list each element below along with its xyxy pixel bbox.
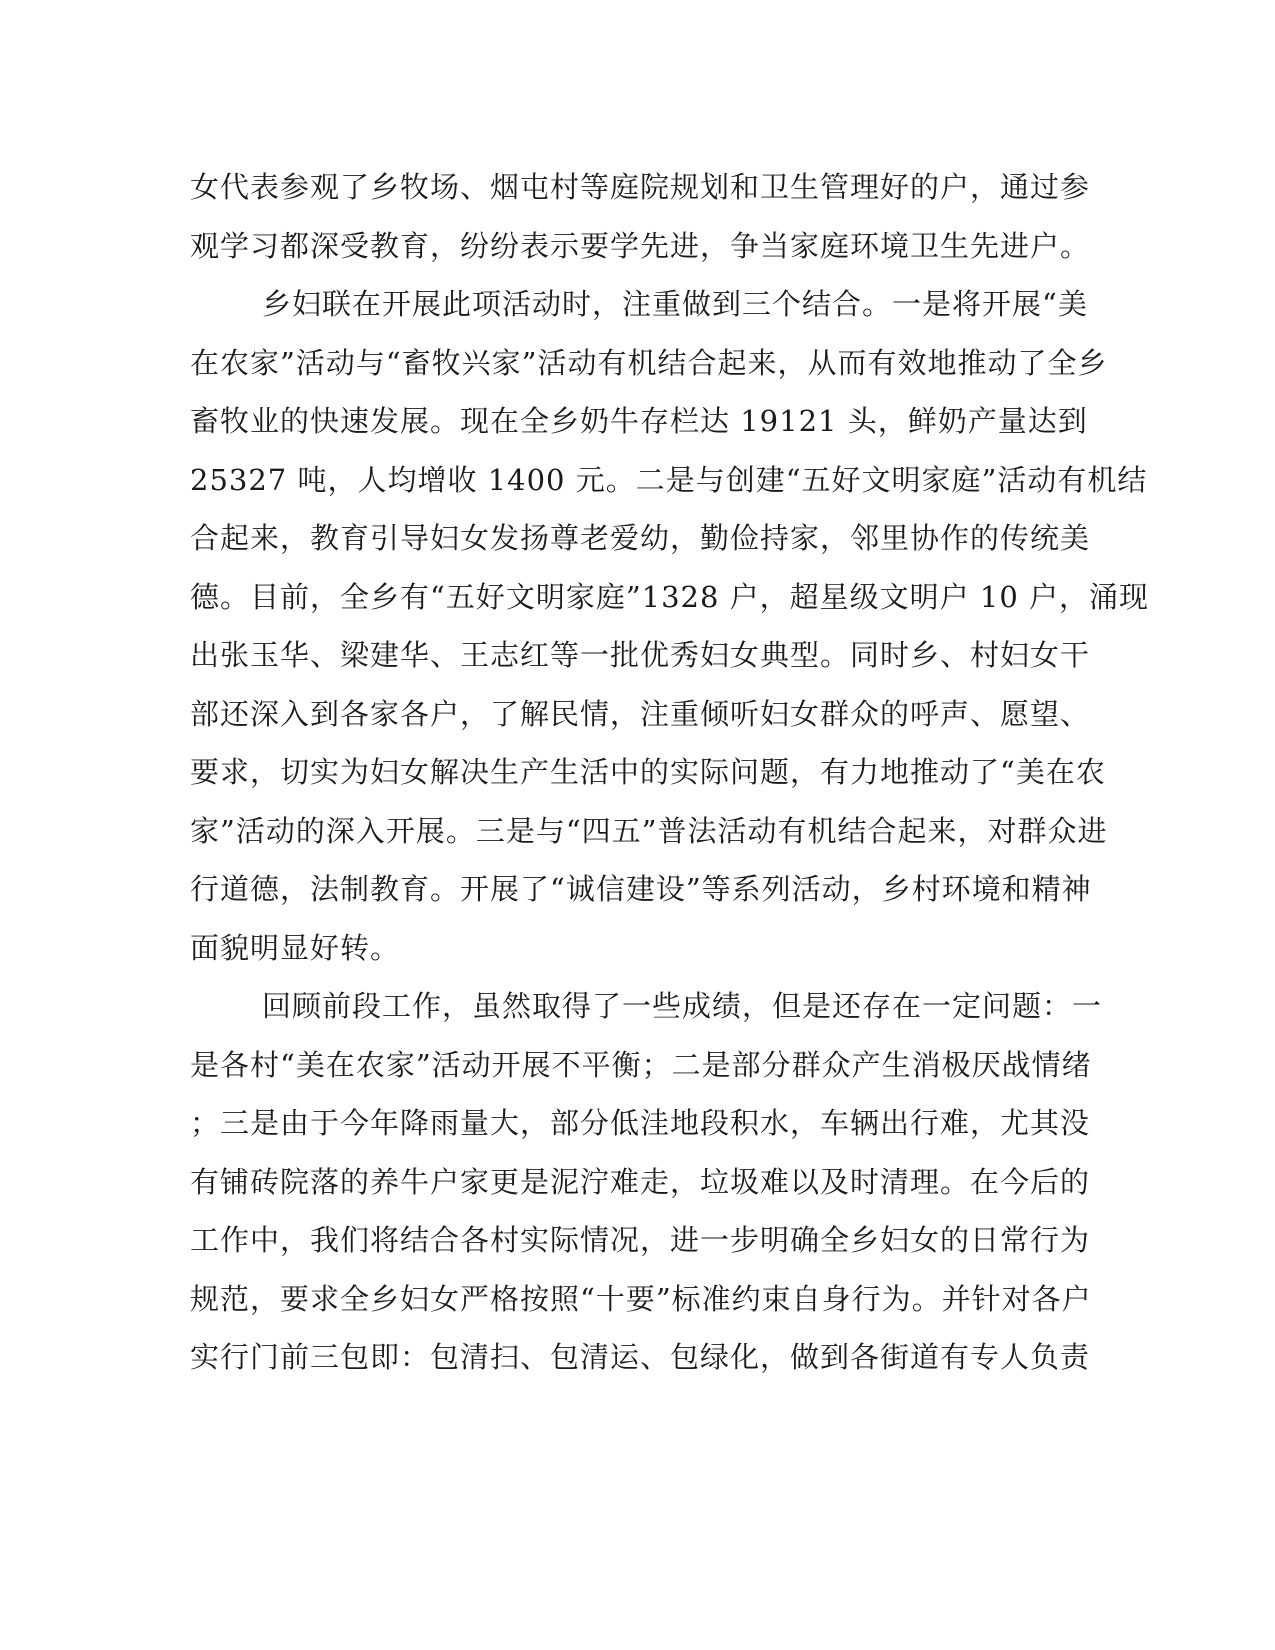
text-line: 部还深入到各家各户，了解民情，注重倾听妇女群众的呼声、愿望、 [190, 696, 1091, 731]
text-line: 观学习都深受教育，纷纷表示要学先进，争当家庭环境卫生先进户。 [190, 228, 1091, 263]
body-text [190, 158, 1150, 1387]
text-line: 规范，要求全乡妇女严格按照“十要”标准约束自身行为。并针对各户 [190, 1281, 1092, 1316]
text-line: 出张玉华、梁建华、王志红等一批优秀妇女典型。同时乡、村妇女干 [190, 638, 1091, 672]
paragraph-first-line: 回顾前段工作，虽然取得了一些成绩，但是还存在一定问题：一 [262, 989, 1103, 1023]
text-line: 在农家”活动与“畜牧兴家”活动有机结合起来，从而有效地推动了全乡 [190, 345, 1108, 380]
text-line: 家”活动的深入开展。三是与“四五”普法活动有机结合起来，对群众进 [190, 813, 1108, 848]
text-line: 25327 吨，人均增收 1400 元。二是与创建“五好文明家庭”活动有机结 [190, 462, 1148, 497]
text-line: 有铺砖院落的养牛户家更是泥泞难走，垃圾难以及时清理。在今后的 [190, 1164, 1091, 1199]
paragraph-first-line: 乡妇联在开展此项活动时，注重做到三个结合。一是将开展“美 [262, 287, 1088, 321]
text-line: ；三是由于今年降雨量大，部分低洼地段积水，车辆出行难，尤其没 [190, 1106, 1091, 1140]
text-line: 工作中，我们将结合各村实际情况，进一步明确全乡妇女的日常行为 [190, 1223, 1091, 1257]
text-line: 是各村“美在农家”活动开展不平衡；二是部分群众产生消极厌战情绪 [190, 1047, 1092, 1082]
text-line: 要求，切实为妇女解决生产生活中的实际问题，有力地推动了“美在农 [190, 755, 1106, 789]
text-line: 德。目前，全乡有“五好文明家庭”1328 户，超星级文明户 10 户，涌现 [190, 579, 1150, 614]
text-line: 合起来，教育引导妇女发扬尊老爱幼，勤俭持家，邻里协作的传统美 [190, 521, 1091, 555]
text-line: 女代表参观了乡牧场、烟屯村等庭院规划和卫生管理好的户，通过参 [190, 170, 1091, 204]
text-line: 实行门前三包即：包清扫、包清运、包绿化，做到各街道有专人负责 [190, 1340, 1091, 1374]
text-line: 畜牧业的快速发展。现在全乡奶牛存栏达 19121 头，鲜奶产量达到 [190, 404, 1088, 438]
text-line: 行道德，法制教育。开展了“诚信建设”等系列活动，乡村环境和精神 [190, 872, 1092, 906]
text-line: 面貌明显好转。 [190, 930, 401, 965]
